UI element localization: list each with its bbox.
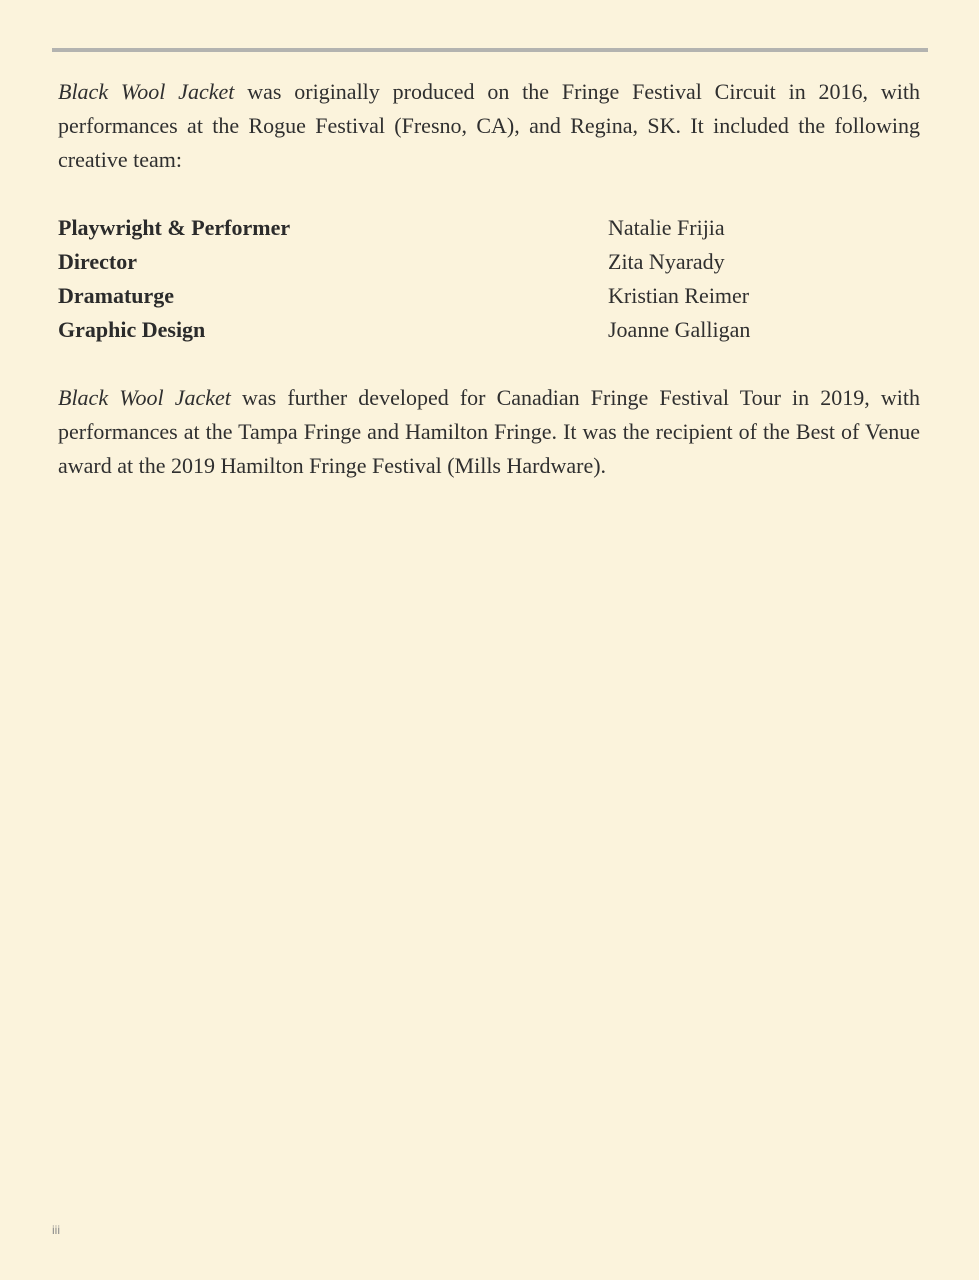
top-rule <box>52 48 928 52</box>
page-number: iii <box>52 1223 60 1237</box>
credit-name: Kristian Reimer <box>608 283 750 308</box>
credit-row <box>58 211 920 245</box>
credit-role: Director <box>58 249 137 274</box>
credit-row <box>58 313 920 347</box>
credit-role: Dramaturge <box>58 283 175 308</box>
credit-role: Graphic Design <box>58 317 206 342</box>
credit-name: Natalie Frijia <box>608 215 725 240</box>
page-content <box>58 75 920 483</box>
intro-text: was originally produced on the Fringe Festival Circuit in 2016, with performances at the Rogue Festival (Fresno, CA), and Regina, SK. It included the following creative team: <box>58 79 921 172</box>
credit-row <box>58 279 920 313</box>
credit-role: Playwright & Performer <box>58 215 291 240</box>
intro-paragraph <box>58 75 920 177</box>
credit-name: Joanne Galligan <box>608 317 751 342</box>
credits-list <box>58 211 920 347</box>
credit-name: Zita Nyarady <box>608 249 725 274</box>
development-play-title: Black Wool Jacket <box>58 385 231 410</box>
development-text: was further developed for Canadian Fringe Festival Tour in 2019, with performances at the Tampa Fringe and Hamilton Fringe. It was the recipient of the Best of Venue award at the 2019 Hamilton Fringe Festival (Mills Hardware). <box>58 385 921 478</box>
development-paragraph <box>58 381 920 483</box>
intro-play-title: Black Wool Jacket <box>58 79 235 104</box>
credit-row <box>58 245 920 279</box>
